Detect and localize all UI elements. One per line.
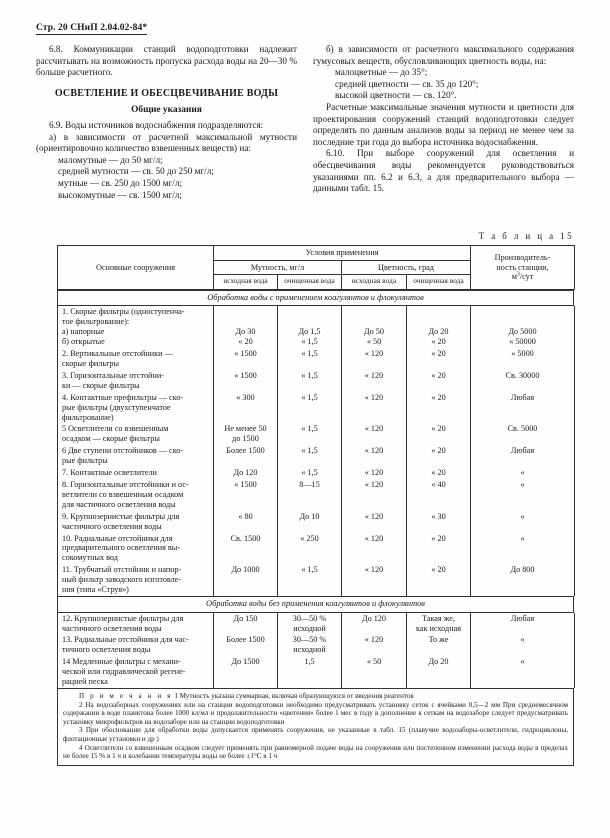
row-structure-name: 6 Две ступени отстойников — ско- рые фильтры <box>58 445 214 467</box>
table-row <box>58 370 575 392</box>
row-value-cell: « 1,5 <box>278 467 342 479</box>
header-conditions-group: Условия применения <box>214 246 471 261</box>
row-value-cell: « 20 <box>407 564 471 596</box>
header-capacity-text: Производитель- ность станции, $м^3$/сут <box>494 253 551 282</box>
note-2: 2 На водозаборных сооружениях или на станции водоподготовки необходимо предусматривать установку сеток с ячейками 0,5—2 мм При среднемесячном содержании в воде планктона более 1000 кл/мл и продолжительности «цветения» более 1 мес в году в дополнение к сеткам на водозаборе следует предусматривать установку микрофильтров на водозаборе или на станции водоподготовки <box>63 700 568 726</box>
list-item: малоцветные — до 35°; <box>335 67 428 78</box>
row-value-cell: До 800 <box>471 564 575 596</box>
row-structure-name: 9. Крупнозернистые фильтры для частичного осветления воды <box>58 511 214 533</box>
row-value-cell: Более 1500 <box>214 634 278 656</box>
row-value-cell: « <box>471 634 575 656</box>
table-section-title <box>57 290 574 307</box>
row-value-cell: « 50 <box>342 656 407 688</box>
note-1-text: 1 Мутность указана суммарная, включая образующуюся от введения реагентов <box>174 692 414 700</box>
row-value-cell: До 150 <box>214 613 278 635</box>
row-value-cell: Св. 1500 <box>214 533 278 565</box>
row-value-cell: « 1,5 <box>278 348 342 370</box>
table-row <box>58 423 575 445</box>
table-section-title <box>57 596 574 613</box>
paragraph-6-9-b: б) в зависимости от расчетного максимального содержания гумусовых веществ, обусловливающих цветность воды, на: <box>313 44 574 66</box>
list-item: средней мутности — св. 50 до 250 мг/л; <box>58 166 214 177</box>
header-color-treated: очищенная вода <box>407 275 471 290</box>
list-item: маломутные — до 50 мг/л; <box>58 154 163 165</box>
subsection-heading: Общие указания <box>131 105 202 116</box>
row-value-cell: « 1,5 <box>278 445 342 467</box>
list-item: мутные — св. 250 до 1500 мг/л; <box>58 177 182 188</box>
row-value-cell: « <box>471 656 575 688</box>
paragraph-6-8: 6.8. Коммуникации станций водоподготовки надлежит рассчитывать на возможность пропуска расхода воды на 20—30 % больше расчетного. <box>36 44 297 78</box>
header-capacity <box>471 246 575 290</box>
row-value-cell: Более 1500 <box>214 445 278 467</box>
row-value-cell: « 1,5 <box>278 423 342 445</box>
list-item: высокой цветности — св. 120°. <box>335 90 457 101</box>
row-value-cell: Такая же, как исходная <box>407 613 471 635</box>
header-turbidity-source: исходная вода <box>214 275 278 290</box>
row-value-cell: « 5000 <box>471 348 575 370</box>
section-heading: ОСВЕТЛЕНИЕ И ОБЕСЦВЕЧИВАНИЕ ВОДЫ <box>54 87 279 99</box>
table-row <box>58 445 575 467</box>
row-value-cell: « 300 <box>214 392 278 424</box>
table-row <box>58 306 575 348</box>
row-value-cell: До 10 <box>278 511 342 533</box>
row-value-cell: « 120 <box>342 423 407 445</box>
row-value-cell: « 120 <box>342 564 407 596</box>
row-value-cell: « 20 <box>407 467 471 479</box>
table-row <box>58 511 575 533</box>
row-value-cell: « 20 <box>407 445 471 467</box>
paragraph-calc-values: Расчетные максимальные значения мутности и цветности для проектирования сооружений станций водоподготовки следует определять по данным анализов воды за период не менее чем за последние три года до выбора источника водоснабжения. <box>313 101 574 147</box>
row-value-cell: 30—50 % исходной <box>278 634 342 656</box>
note-1 <box>63 692 568 701</box>
table-notes <box>57 688 574 766</box>
table-body <box>57 290 574 688</box>
section-title-text: Обработка воды без применения коагулянтов и флокулянтов <box>58 596 574 612</box>
row-value-cell: « 1500 <box>214 370 278 392</box>
row-value-cell: « 120 <box>342 370 407 392</box>
row-structure-name: 7. Контактные осветлители <box>58 467 214 479</box>
header-color: Цветность, град <box>342 260 471 275</box>
page-header: Стр. 20 СНиП 2.04.02-84* <box>36 23 148 33</box>
section-title-text: Обработка воды с применением коагулянтов и флокулянтов <box>58 290 574 306</box>
row-value-cell: 30—50 % исходной <box>278 613 342 635</box>
row-structure-name: 2. Вертикальные отстойники — скорые фильтры <box>58 348 214 370</box>
row-structure-name: 14 Медленные фильтры с механи- ческой или гидравлической регене- рацией песка <box>58 656 214 688</box>
row-value-cell: До 20 <box>407 656 471 688</box>
row-value-cell: То же <box>407 634 471 656</box>
row-value-cell: « 120 <box>342 467 407 479</box>
table-row <box>58 479 575 511</box>
row-structure-name: 8. Горизонтальные отстойники и ос- ветлители со взвешенным осадком для частичного осветления воды <box>58 479 214 511</box>
left-text-column <box>36 44 297 201</box>
row-value-cell: « 1,5 <box>278 564 342 596</box>
row-value-cell: « 1500 <box>214 479 278 511</box>
row-value-cell: « <box>471 479 575 511</box>
row-value-cell: До 1,5 « 1,5 <box>278 306 342 348</box>
table-rows <box>57 613 575 688</box>
row-value-cell: « 120 <box>342 392 407 424</box>
table-row <box>58 656 575 688</box>
table-header <box>57 245 575 290</box>
text-columns <box>36 44 574 201</box>
row-value-cell: Не менее 50 до 1500 <box>214 423 278 445</box>
table-rows <box>57 306 575 595</box>
paragraph-6-9: 6.9. Воды источников водоснабжения подразделяются: <box>49 119 264 130</box>
header-turbidity: Мутность, мг/л <box>214 260 342 275</box>
row-value-cell: « 30 <box>407 511 471 533</box>
row-value-cell: « 120 <box>342 479 407 511</box>
row-value-cell: « 1,5 <box>278 370 342 392</box>
row-value-cell: До 30 « 20 <box>214 306 278 348</box>
row-value-cell: « 120 <box>342 634 407 656</box>
row-structure-name: 12. Крупнозернистые фильтры для частичного осветления воды <box>58 613 214 635</box>
table-row <box>58 613 575 635</box>
row-value-cell: 1,5 <box>278 656 342 688</box>
table-row <box>58 348 575 370</box>
row-value-cell: « 1500 <box>214 348 278 370</box>
row-value-cell: До 1000 <box>214 564 278 596</box>
row-value-cell: Любая <box>471 392 575 424</box>
paragraph-6-9-a: а) в зависимости от расчетной максимальной мутности (ориентировочно количество взвешенных веществ) на: <box>36 131 297 154</box>
row-value-cell: До 20 « 20 <box>407 306 471 348</box>
row-structure-name: 4. Контактные префильтры — ско- рые фильтры (двухступенчатое фильтрование) <box>58 392 214 424</box>
row-value-cell: До 120 <box>214 467 278 479</box>
table-row <box>58 467 575 479</box>
row-value-cell: « 120 <box>342 533 407 565</box>
row-value-cell: До 1500 <box>214 656 278 688</box>
header-color-source: исходная вода <box>342 275 407 290</box>
row-value-cell: « 120 <box>342 511 407 533</box>
row-value-cell: « 120 <box>342 445 407 467</box>
row-value-cell: « <box>471 533 575 565</box>
table-15 <box>57 245 574 766</box>
note-3: 3 При обосновании для обработки воды допускается применять сооружения, не указанные в табл. 15 (плавучие водозаборы-осветлители, гидроциклоны, флотационные установки и др ) <box>63 726 568 743</box>
table-caption: Т а б л и ц а 15 <box>478 231 574 241</box>
table-row <box>58 564 575 596</box>
row-structure-name: 1. Скорые фильтры (одноступенча- тое фильтрование): а) напорные б) открытые <box>58 306 214 348</box>
row-structure-name: 5 Осветлители со взвешенным осадком — скорые фильтры <box>58 423 214 445</box>
row-value-cell: Любая <box>471 613 575 635</box>
right-text-column <box>313 44 574 201</box>
row-value-cell: « 120 <box>342 348 407 370</box>
row-value-cell: « 20 <box>407 423 471 445</box>
row-value-cell: « 40 <box>407 479 471 511</box>
notes-label: П р и м е ч а н и я <box>79 692 173 700</box>
row-value-cell: « 80 <box>214 511 278 533</box>
row-value-cell: « 20 <box>407 370 471 392</box>
table-row <box>58 392 575 424</box>
note-4: 4 Осветлители со взвешенным осадком следует применять при равномерной подаче воды на сооружения или постепенном изменении расхода воды в пределах не более 15 % в 1 ч и колебании температуры воды не более ±1°С в 1 ч <box>63 743 568 761</box>
table-row <box>58 634 575 656</box>
row-value-cell: 8—15 <box>278 479 342 511</box>
header-turbidity-treated: очищенная вода <box>278 275 342 290</box>
row-value-cell: « 250 <box>278 533 342 565</box>
row-value-cell: До 5000 « 50000 <box>471 306 575 348</box>
row-value-cell: Любая <box>471 445 575 467</box>
row-structure-name: 3. Горизонтальные отстойни- ки — скорые фильтры <box>58 370 214 392</box>
row-value-cell: « 1,5 <box>278 392 342 424</box>
row-value-cell: « 20 <box>407 348 471 370</box>
table-row <box>58 533 575 565</box>
list-item: средней цветности — св. 35 до 120°; <box>335 78 479 89</box>
row-structure-name: 10. Радиальные отстойники для предварительного осветления вы- сокомутных вод <box>58 533 214 565</box>
row-structure-name: 11. Трубчатый отстойник и напор- ный фильтр заводского изготовле- ния (типа «Струя») <box>58 564 214 596</box>
row-value-cell: « 20 <box>407 392 471 424</box>
paragraph-6-10: 6.10. При выборе сооружений для осветления и обесцвечивания воды рекомендуется руководствоваться указаниями пп. 6.2 и 6.3, а для предварительного выбора — данными табл. 15. <box>313 148 574 194</box>
row-value-cell: « <box>471 467 575 479</box>
list-item: высокомутные — св. 1500 мг/л; <box>58 189 182 200</box>
row-structure-name: 13. Радиальные отстойники для час- тичного осветления воды <box>58 634 214 656</box>
row-value-cell: Св. 5000 <box>471 423 575 445</box>
row-value-cell: « 20 <box>407 533 471 565</box>
row-value-cell: Св. 30000 <box>471 370 575 392</box>
row-value-cell: До 120 <box>342 613 407 635</box>
row-value-cell: До 50 « 50 <box>342 306 407 348</box>
header-main-structures: Основные сооружения <box>58 246 214 290</box>
row-value-cell: « <box>471 511 575 533</box>
